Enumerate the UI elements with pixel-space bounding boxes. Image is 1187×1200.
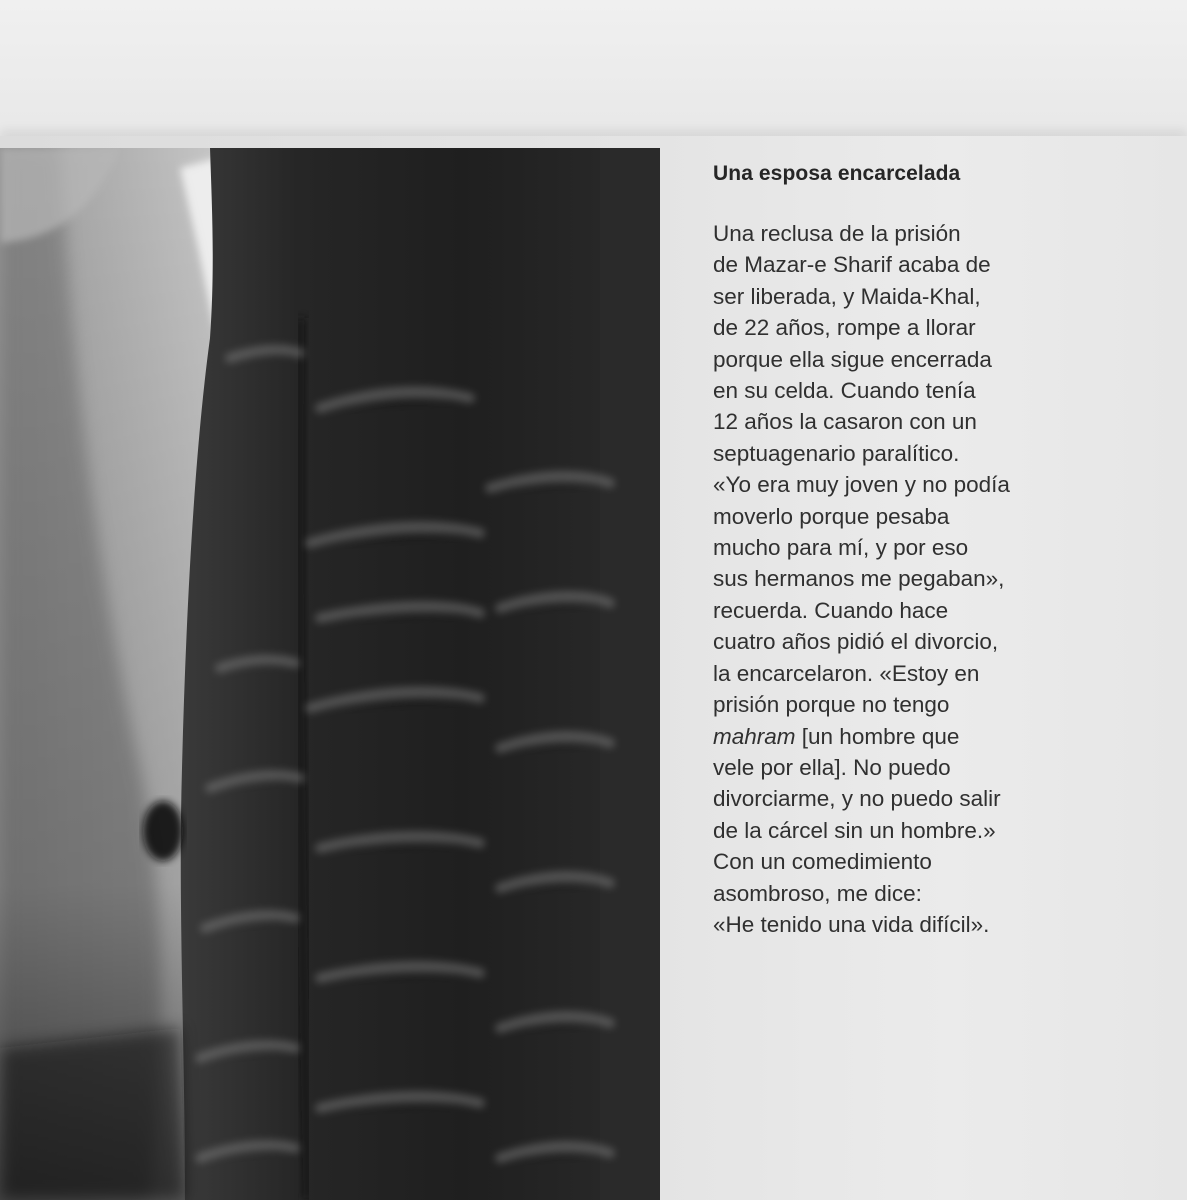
caption-line: «He tenido una vida difícil». [713,911,990,937]
caption-line: 12 años la casaron con un [713,409,977,435]
caption-line: sus hermanos me pegaban», [713,566,1005,592]
caption-line: la encarcelaron. «Estoy en [713,660,980,686]
caption-line: vele por ella]. No puedo [713,754,951,780]
caption-line: moverlo porque pesaba [713,503,950,529]
caption-line: Una reclusa de la prisión [713,221,961,246]
italic-term: mahram [713,723,796,749]
caption-line: porque ella sigue encerrada [713,346,992,372]
caption-line: de Mazar-e Sharif acaba de [713,252,991,278]
caption-line-italic [713,721,1153,752]
caption-line: de 22 años, rompe a llorar [713,315,976,341]
caption-line: divorciarme, y no puedo salir [713,786,1001,812]
caption-line-rest: [un hombre que [795,723,960,749]
caption-line: de la cárcel sin un hombre.» [713,817,996,843]
caption-line: en su celda. Cuando tenía [713,378,976,404]
caption-line: ser liberada, y Maida-Khal, [713,283,981,309]
caption-line: Con un comedimiento [713,849,932,875]
caption-title: Una esposa encarcelada [713,162,961,185]
caption-line: mucho para mí, y por eso [713,535,969,561]
caption-line: cuatro años pidió el divorcio, [713,629,999,655]
caption-line: «Yo era muy joven y no podía [713,472,1010,498]
photo-caption [713,160,1153,940]
caption-body [713,218,1153,940]
caption-line: septuagenario paralítico. [713,440,960,466]
caption-line: recuerda. Cuando hace [713,597,949,623]
caption-line: prisión porque no tengo [713,692,950,718]
photograph-image [0,148,660,1200]
caption-line: asombroso, me dice: [713,880,922,906]
photograph [0,148,660,1200]
